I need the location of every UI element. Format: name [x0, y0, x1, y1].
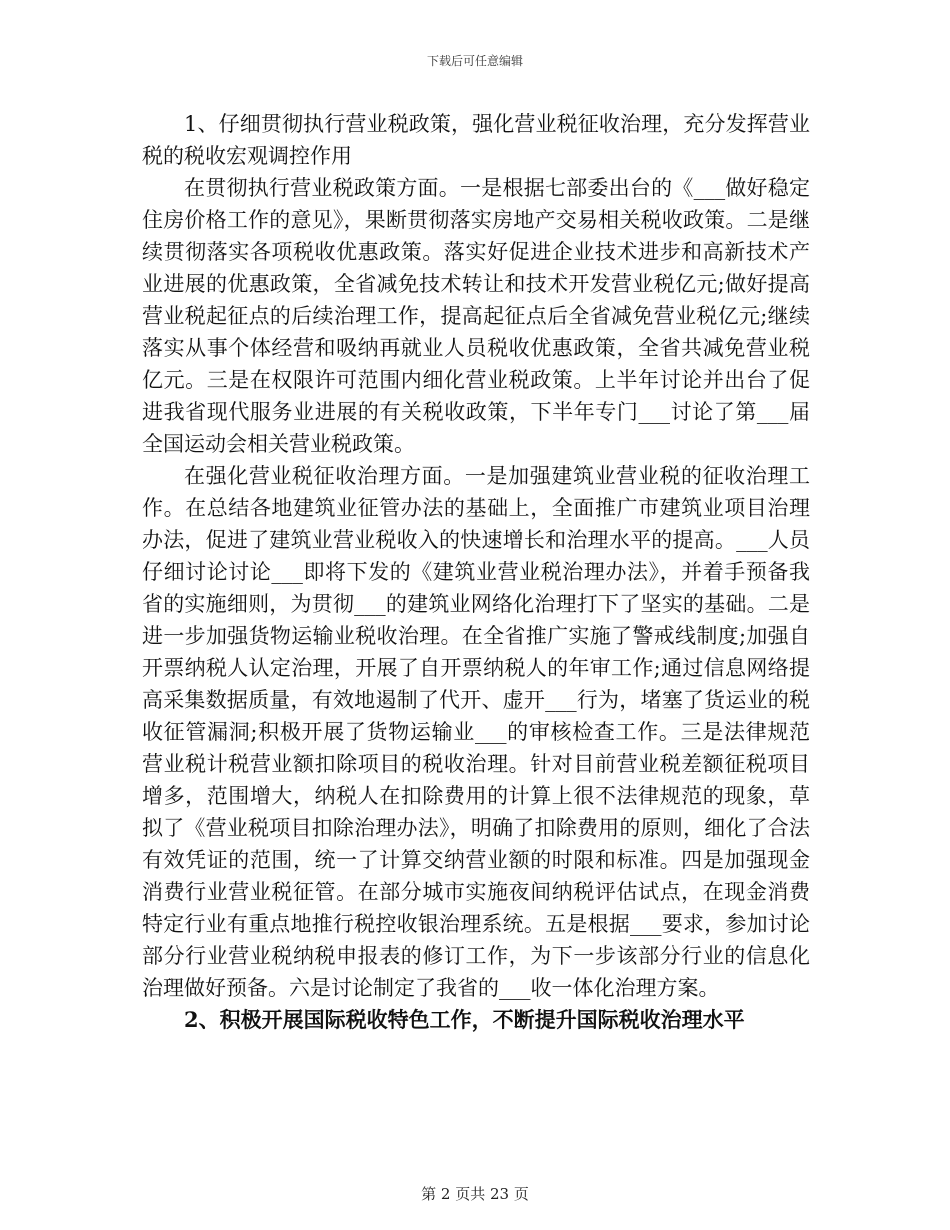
body-paragraph-collection: 在强化营业税征收治理方面。一是加强建筑业营业税的征收治理工作。在总结各地建筑业征管办法的基础上，全面推广市建筑业项目治理办法，促进了建筑业营业税收入的快速增长和治理水平的提高。___人员仔细讨论讨论___即将下发的《建筑业营业税治理办法》，并着手预备我省的实施细则，为贯彻___的建筑业网络化治理打下了坚实的基础。二是进一步加强货物运输业税收治理。在全省推广实施了警戒线制度;加强自开票纳税人认定治理，开展了自开票纳税人的年审工作;通过信息网络提高采集数据质量，有效地遏制了代开、虚开___行为，堵塞了货运业的税收征管漏洞;积极开展了货物运输业___的审核检查工作。三是法律规范营业税计税营业额扣除项目的税收治理。针对目前营业税差额征税项目增多，范围增大，纳税人在扣除费用的计算上很不法律规范的现象，草拟了《营业税项目扣除治理办法》，明确了扣除费用的原则，细化了合法有效凭证的范围，统一了计算交纳营业额的时限和标准。四是加强现金消费行业营业税征管。在部分城市实施夜间纳税评估试点，在现金消费特定行业有重点地推行税控收银治理系统。五是根据___要求，参加讨论部分行业营业税纳税申报表的修订工作，为下一步该部分行业的信息化治理做好预备。六是讨论制定了我省的___收一体化治理方案。	[142, 464, 810, 1000]
section-heading-2: 2、积极开展国际税收特色工作，不断提升国际税收治理水平	[184, 1007, 745, 1032]
section-heading-1: 1、仔细贯彻执行营业税政策，强化营业税征收治理，充分发挥营业税的税收宏观调控作用	[142, 112, 810, 168]
page-header: 下载后可任意编辑	[426, 54, 523, 68]
document-body	[142, 108, 810, 1036]
body-paragraph-policy: 在贯彻执行营业税政策方面。一是根据七部委出台的《___做好稳定住房价格工作的意见》，果断贯彻落实房地产交易相关税收政策。二是继续贯彻落实各项税收优惠政策。落实好促进企业技术进步和高新技术产业进展的优惠政策，全省减免技术转让和技术开发营业税亿元;做好提高营业税起征点的后续治理工作，提高起征点后全省减免营业税亿元;继续落实从事个体经营和吸纳再就业人员税收优惠政策，全省共减免营业税亿元。三是在权限许可范围内细化营业税政策。上半年讨论并出台了促进我省现代服务业进展的有关税收政策，下半年专门___讨论了第___届全国运动会相关营业税政策。	[142, 176, 810, 456]
page-footer: 第 2 页共 23 页	[421, 1185, 529, 1203]
